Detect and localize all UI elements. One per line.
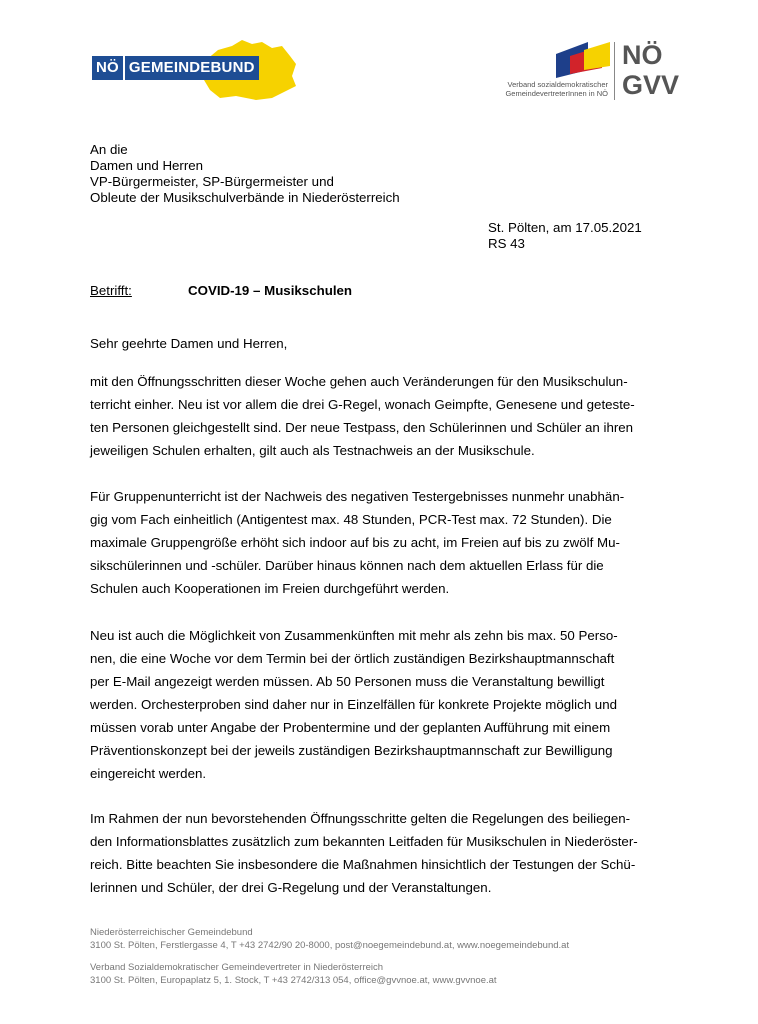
footer-org2 [90,961,497,987]
paragraph-line: müssen vorab unter Angabe der Probentermine und der geplanten Aufführung mit einem [90,720,611,735]
paragraph-line: nen, die eine Woche vor dem Termin bei der örtlich zuständigen Bezirkshauptmannschaft [90,651,615,666]
logo-divider [614,42,615,100]
paragraph-line: reich. Bitte beachten Sie insbesondere die Maßnahmen hinsichtlich der Testungen der Schü- [90,857,636,872]
paragraph-line: mit den Öffnungsschritten dieser Woche gehen auch Veränderungen für den Musikschulun- [90,374,628,389]
letter-reference: RS 43 [488,236,525,251]
recipient-line: An die [90,142,128,157]
paragraph-line: maximale Gruppengröße erhöht sich indoor auf bis zu acht, im Freien auf bis zu zwölf Mu- [90,535,620,550]
paragraph-line: terricht einher. Neu ist vor allem die drei G-Regel, wonach Geimpfte, Genesene und geteste- [90,397,635,412]
footer-org1 [90,926,569,952]
footer-org2-name: Verband Sozialdemokratischer Gemeindevertreter in Niederösterreich [90,962,384,973]
logo-part1: NÖ [92,56,123,80]
paragraph-line: per E-Mail angezeigt werden müssen. Ab 50 Personen muss die Veranstaltung bewilligt [90,674,605,689]
gvv-subtitle: Verband sozialdemokratischer GemeindevertreterInnen in NÖ [505,80,608,98]
paragraph-line: ten Personen gleichgestellt sind. Der neue Testpass, den Schülerinnen und Schüler an ihren [90,420,634,435]
paragraph-line: Neu ist auch die Möglichkeit von Zusammenkünften mit mehr als zehn bis max. 50 Perso- [90,628,618,643]
date-reference-block [488,220,642,252]
paragraph-line: jeweiligen Schulen erhalten, gilt auch als Testnachweis an der Musikschule. [90,443,535,458]
paragraph-line: werden. Orchesterproben sind daher nur in Einzelfällen für konkrete Projekte möglich und [90,697,617,712]
paragraph-line: den Informationsblattes zusätzlich zum bekannten Leitfaden für Musikschulen in Niederöster- [90,834,638,849]
body-paragraph [90,807,670,899]
paragraph-line: sikschülerinnen und -schüler. Darüber hinaus können nach dem aktuellen Erlass für die [90,558,604,573]
paragraph-line: lerinnen und Schüler, der drei G-Regelung und der Veranstaltungen. [90,880,492,895]
recipient-line: VP-Bürgermeister, SP-Bürgermeister und [90,174,334,189]
footer-org1-name: Niederösterreichischer Gemeindebund [90,927,253,938]
paragraph-line: Präventionskonzept bei der jeweils zuständigen Bezirkshauptmannschaft zur Bewilligung [90,743,613,758]
body-paragraph [90,485,670,600]
recipient-line: Damen und Herren [90,158,204,173]
paragraph-line: Schulen auch Kooperationen im Freien durchgeführt werden. [90,581,450,596]
noe-gemeindebund-logo [86,40,298,102]
gvv-abbr-bottom: GVV [622,70,680,100]
gvv-emblem-icon [552,40,612,80]
subject-line [90,283,352,299]
paragraph-line: Im Rahmen der nun bevorstehenden Öffnungsschritte gelten die Regelungen des beiliegen- [90,811,631,826]
paragraph-line: Für Gruppenunterricht ist der Nachweis des negativen Testergebnisses nunmehr unabhän- [90,489,625,504]
subject-value: COVID-19 – Musikschulen [188,283,353,298]
footer-org2-address: 3100 St. Pölten, Europaplatz 5, 1. Stock, T +43 2742/313 054, office@gvvnoe.at, www.gvvnoe.at [90,975,497,986]
body-paragraph [90,370,670,462]
logo-part2: GEMEINDEBUND [125,56,259,80]
paragraph-line: eingereicht werden. [90,766,207,781]
subject-label: Betrifft: [90,283,132,298]
gemeindebund-wordmark [92,56,259,80]
salutation: Sehr geehrte Damen und Herren, [90,336,288,351]
paragraph-line: gig vom Fach einheitlich (Antigentest max. 48 Stunden, PCR-Test max. 72 Stunden). Die [90,512,612,527]
recipient-line: Obleute der Musikschulverbände in Niederösterreich [90,190,400,205]
body-paragraph [90,624,670,785]
gvv-abbr-top: NÖ [622,40,663,70]
noe-gvv-logo [484,38,700,104]
footer-org1-address: 3100 St. Pölten, Ferstlergasse 4, T +43 2742/90 20-8000, post@noegemeindebund.at, www.noegemeindebund.at [90,940,570,951]
letter-date: St. Pölten, am 17.05.2021 [488,220,642,235]
recipient-address [90,142,400,206]
